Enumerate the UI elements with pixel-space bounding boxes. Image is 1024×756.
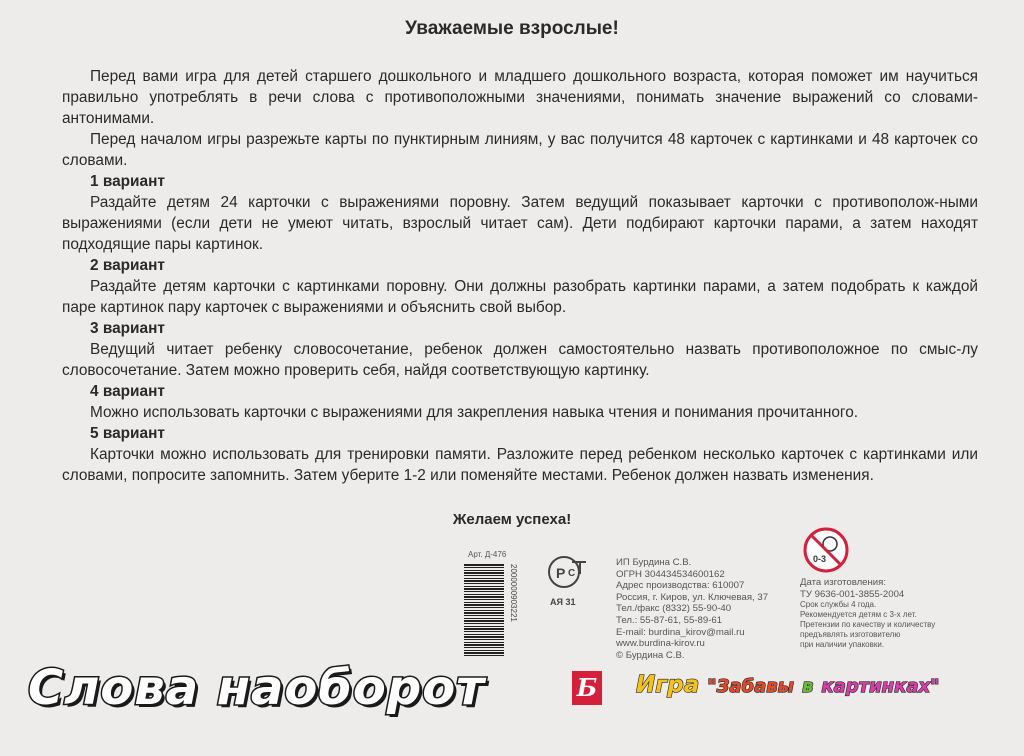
variant-text: Ведущий читает ребенку словосочетание, ребенок должен самостоятельно назвать противоположное по смыс-лу словосочетание. Затем можно проверить себя, найдя соответствующую картинку.	[62, 341, 978, 379]
series-word: картинках"	[821, 676, 940, 697]
series-word: "Забавы	[707, 676, 794, 697]
publisher-logo-icon	[572, 671, 602, 705]
publisher-line: E-mail: burdina_kirov@mail.ru	[616, 626, 745, 638]
publisher-info	[616, 557, 768, 661]
manufacture-note: Претензии по качеству и количеству	[800, 620, 936, 630]
publisher-line: Тел.: 55-87-61, 55-89-61	[616, 614, 723, 626]
variant-heading: 1 вариант	[90, 173, 165, 190]
manufacture-line: Дата изготовления:	[800, 577, 887, 588]
publisher-line: ОГРН 304434534600162	[616, 568, 725, 580]
publisher-line: Россия, г. Киров, ул. Ключевая, 37	[616, 591, 769, 603]
variant-heading: 4 вариант	[90, 383, 165, 400]
product-title-logo: Слова наоборот	[28, 660, 486, 716]
series-word: в	[801, 676, 814, 697]
variant-heading: 2 вариант	[90, 257, 165, 274]
page-title: Уважаемые взрослые!	[405, 18, 619, 39]
series-prefix: Игра	[636, 672, 700, 698]
variant-heading: 5 вариант	[90, 425, 165, 442]
closing-wish: Желаем успеха!	[452, 511, 572, 528]
manufacture-note: Рекомендуется детям с 3-х лет.	[800, 610, 917, 620]
article-number: Арт. Д-476	[468, 550, 507, 559]
variant-heading: 3 вариант	[90, 320, 165, 337]
publisher-line: ИП Бурдина С.В.	[616, 557, 692, 568]
barcode-icon	[464, 564, 504, 656]
barcode-block	[454, 550, 534, 660]
barcode-number: 2000000903221	[509, 564, 518, 622]
manufacture-note: предъявлять изготовителю	[800, 630, 901, 640]
publisher-line: © Бурдина С.В.	[616, 649, 685, 661]
publisher-line: Тел./факс (8332) 55-90-40	[616, 603, 732, 615]
publisher-logo-letter: Б	[576, 673, 598, 702]
manufacture-note: Срок службы 4 года.	[800, 600, 877, 610]
variant-text: Раздайте детям карточки с картинками поровну. Они должны разобрать картинки парами, а затем подобрать к каждой паре картинок пару карточек с выражениями и объяснить свой выбор.	[62, 278, 978, 316]
certification-mark-icon	[546, 552, 588, 598]
manufacture-note: при наличии упаковки.	[800, 640, 885, 650]
publisher-line: Адрес производства: 610007	[616, 580, 745, 592]
intro-paragraph: Перед началом игры разрежьте карты по пунктирным линиям, у вас получится 48 карточек с картинками и 48 карточек со словами.	[62, 131, 978, 169]
svg-text:Р: Р	[556, 565, 566, 581]
age-sign-label: 0-3	[813, 554, 827, 564]
publisher-line: www.burdina-kirov.ru	[616, 638, 705, 650]
variant-text: Можно использовать карточки с выражениями для закрепления навыка чтения и понимания прочитанного.	[90, 404, 859, 421]
age-warning-icon	[802, 526, 850, 574]
instructions-text	[62, 66, 978, 486]
svg-text:С: С	[568, 568, 576, 579]
certification-code: АЯ 31	[550, 597, 576, 607]
variant-text: Раздайте детям 24 карточки с выражениями поровну. Затем ведущий показывает карточки с противополож-ными выражениями (если дети не умеют читать, взрослый читает сам). Дети подбирают карточки парами, а затем находят подходящие пары картинок.	[62, 194, 978, 253]
manufacture-info	[800, 577, 980, 650]
series-logo	[636, 672, 939, 698]
variant-text: Карточки можно использовать для тренировки памяти. Разложите перед ребенком несколько карточек с картинками или словами, попросите запомнить. Затем уберите 1-2 или поменяйте местами. Ребенок должен назвать изменения.	[62, 446, 978, 484]
intro-paragraph: Перед вами игра для детей старшего дошкольного и младшего дошкольного возраста, которая поможет им научиться правильно употреблять в речи слова с противоположными значениями, понимать значение выражений со словами-антонимами.	[62, 68, 978, 127]
manufacture-line: ТУ 9636-001-3855-2004	[800, 588, 905, 600]
